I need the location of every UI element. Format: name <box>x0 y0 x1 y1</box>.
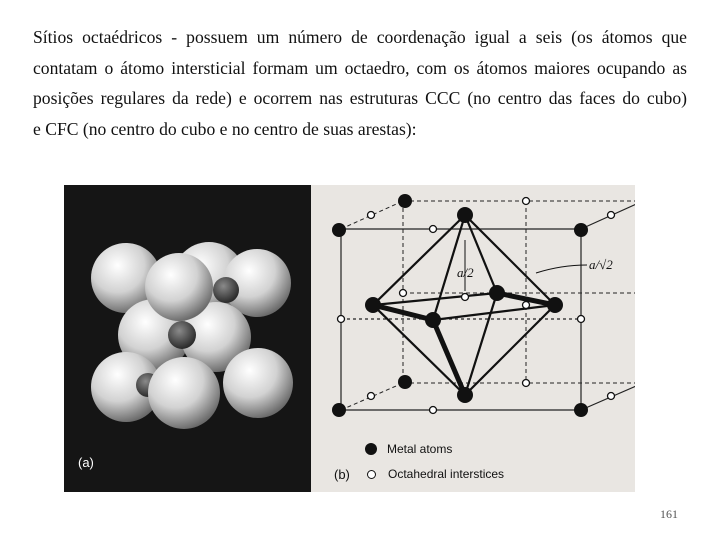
legend-octahedral-interstices-label: Octahedral interstices <box>388 467 505 481</box>
dimension-label-a-root2: a/√2 <box>589 257 613 272</box>
paragraph-line-2: contatam o átomo intersticial formam um octaedro, com os átomos maiores ocupando as <box>33 57 687 78</box>
metal-atoms <box>332 194 635 417</box>
legend-metal-atoms <box>365 442 452 456</box>
legend-octahedral-interstices <box>365 467 504 481</box>
paragraph-line-4: e CFC (no centro do cubo e no centro de suas arestas): <box>33 118 417 139</box>
octahedral-sites-figure <box>64 185 635 492</box>
dimension-label-a-half: a/2 <box>457 265 474 280</box>
panel-a-label: (a) <box>78 455 94 470</box>
paragraph-line-3: posições regulares da rede) e ocorrem nas estruturas CCC (no centro das faces do cubo) <box>33 88 687 108</box>
body-paragraph <box>33 22 687 144</box>
legend-metal-atoms-label: Metal atoms <box>387 442 453 456</box>
interstice-symbol <box>367 470 376 479</box>
metal-atom-symbol <box>365 443 377 455</box>
paragraph-line-1: Sítios octaédricos - possuem um número de coordenação igual a seis (os átomos que <box>33 27 687 47</box>
hard-sphere-model-panel <box>64 185 311 492</box>
octahedron-diagram-panel <box>311 185 635 492</box>
octahedral-interstice-diagram <box>311 185 635 492</box>
hard-sphere-model-illustration <box>64 185 311 492</box>
panel-b-label: (b) <box>334 467 350 482</box>
page-number: 161 <box>660 507 678 521</box>
